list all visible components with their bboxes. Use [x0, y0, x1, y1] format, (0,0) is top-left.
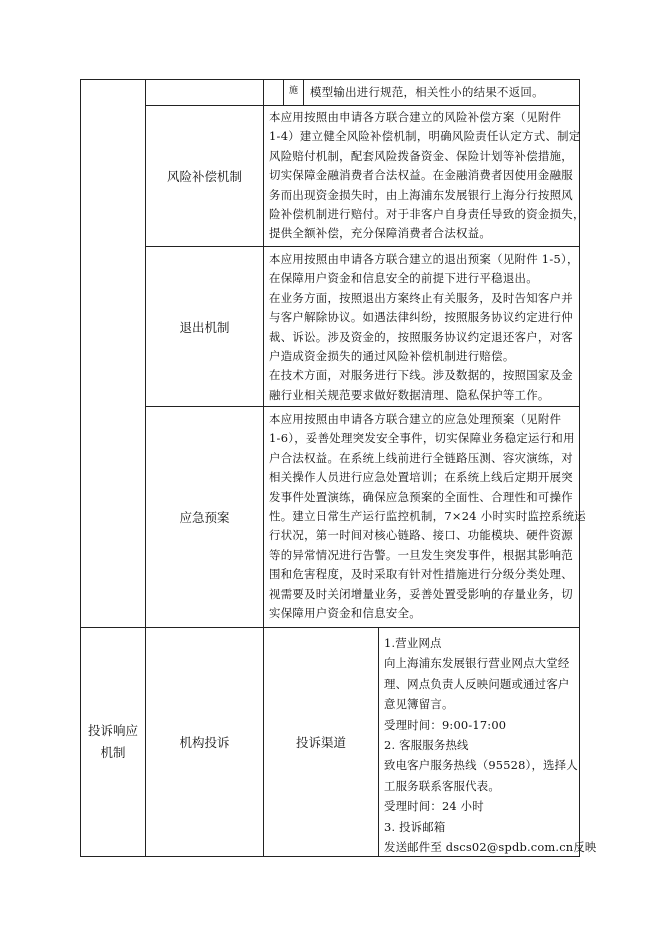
- col-divider-channel: [378, 627, 379, 857]
- risk-line: 本应用按照由申请各方联合建立的风险补偿方案（见附件: [269, 110, 562, 124]
- emergency-line: 1-6），妥善处理突发安全事件，切实保障业务稳定运行和用: [269, 431, 575, 446]
- top-row-text: 模型输出进行规范，相关性小的结果不返回。: [310, 85, 544, 99]
- exit-line: 融行业相关规范要求做好数据清理、隐私保护等工作。: [269, 387, 550, 402]
- emergency-line: 等的异常情况进行告警。一旦发生突发事件，根据其影响范: [269, 547, 573, 562]
- exit-line: 与客户解除协议。如遇法律纠纷，按照服务协议约定进行仲: [269, 310, 573, 325]
- exit-line: 本应用按照由申请各方联合建立的退出预案（见附件 1-5），: [269, 252, 579, 266]
- exit-line: 在技术方面，对服务进行下线。涉及数据的，按照国家及金: [269, 368, 573, 383]
- emergency-line: 相关操作人员进行应急处置培训；在系统上线后定期开展突: [269, 470, 573, 485]
- risk-line: 切实保障金融消费者合法权益。在金融消费者因使用金融服: [269, 168, 573, 183]
- complaint-line: 工服务联系客服代表。: [384, 778, 500, 793]
- exit-line: 裁、诉讼。涉及资金的，按照服务协议约定退还客户，对客: [269, 329, 573, 344]
- exit-mechanism-label: 退出机制: [179, 319, 230, 335]
- complaint-line: 受理时间：9:00-17:00: [384, 717, 507, 732]
- risk-line: 1-4）建立健全风险补偿机制，明确风险责任认定方式、制定: [269, 129, 581, 144]
- complaint-section-label-line2: 机制: [100, 745, 126, 760]
- emergency-plan-text: [269, 410, 586, 623]
- complaint-section-label: [81, 628, 145, 856]
- emergency-plan-label: 应急预案: [179, 510, 230, 525]
- col-divider-fragment-right: [303, 79, 304, 106]
- complaint-line: 2. 客服服务热线: [384, 738, 469, 753]
- emergency-line: 性。建立日常生产运行监控机制，7×24 小时实时监控系统运: [269, 509, 586, 524]
- risk-compensation-text: [269, 108, 585, 244]
- risk-compensation-label: 风险补偿机制: [166, 169, 242, 184]
- complaint-channel-text: [384, 633, 597, 857]
- complaint-channel-label: 投诉渠道: [295, 735, 346, 750]
- complaint-line: 3. 投诉邮箱: [384, 819, 446, 834]
- complaint-line: 1.营业网点: [384, 636, 442, 650]
- exit-line: 在业务方面，按照退出方案终止有关服务，及时告知客户并: [269, 290, 573, 305]
- risk-line: 险补偿机制进行赔付。对于非客户自身责任导致的资金损失，: [269, 207, 585, 222]
- emergency-line: 发事件处置演练，确保应急预案的全面性、合理性和可操作: [269, 489, 573, 504]
- exit-line: 户造成资金损失的通过风险补偿机制进行赔偿。: [269, 349, 515, 364]
- complaint-line: 致电客户服务热线（95528），选择人: [384, 758, 578, 773]
- complaint-line: 意见簿留言。: [384, 697, 454, 712]
- exit-mechanism-text: [269, 250, 579, 405]
- top-row-fragment-char: 施: [288, 86, 298, 96]
- complaint-line: 发送邮件至 dscs02@spdb.com.cn反映: [384, 840, 597, 855]
- complaint-line: 受理时间：24 小时: [384, 799, 484, 814]
- emergency-line: 户合法权益。在系统上线前进行全链路压测、容灾演练，对: [269, 450, 573, 465]
- exit-line: 在保障用户资金和信息安全的前提下进行平稳退出。: [269, 271, 538, 286]
- emergency-line: 围和危害程度，及时采取有针对性措施进行分级分类处理、: [269, 567, 573, 582]
- complaint-line: 向上海浦东发展银行营业网点大堂经: [384, 656, 570, 671]
- emergency-line: 本应用按照由申请各方联合建立的应急处理预案（见附件: [269, 412, 562, 426]
- table-top-border: [80, 79, 580, 80]
- risk-line: 提供全额补偿，充分保障消费者合法权益。: [269, 226, 492, 241]
- emergency-line: 实保障用户资金和信息安全。: [269, 606, 421, 621]
- complaint-line: 理、网点负责人反映问题或通过客户: [384, 676, 570, 691]
- emergency-line: 视需要及时关闭增量业务，妥善处置受影响的存量业务，切: [269, 586, 573, 601]
- institution-complaint-label: 机构投诉: [179, 735, 230, 750]
- risk-line: 风险赔付机制，配套风险拨备资金、保险计划等补偿措施，: [269, 148, 573, 163]
- emergency-line: 行状况，第一时间对核心链路、接口、功能模块、硬件资源: [269, 528, 573, 543]
- risk-line: 务而出现资金损失时，由上海浦东发展银行上海分行按照风: [269, 187, 573, 202]
- complaint-section-label-line1: 投诉响应: [87, 723, 138, 738]
